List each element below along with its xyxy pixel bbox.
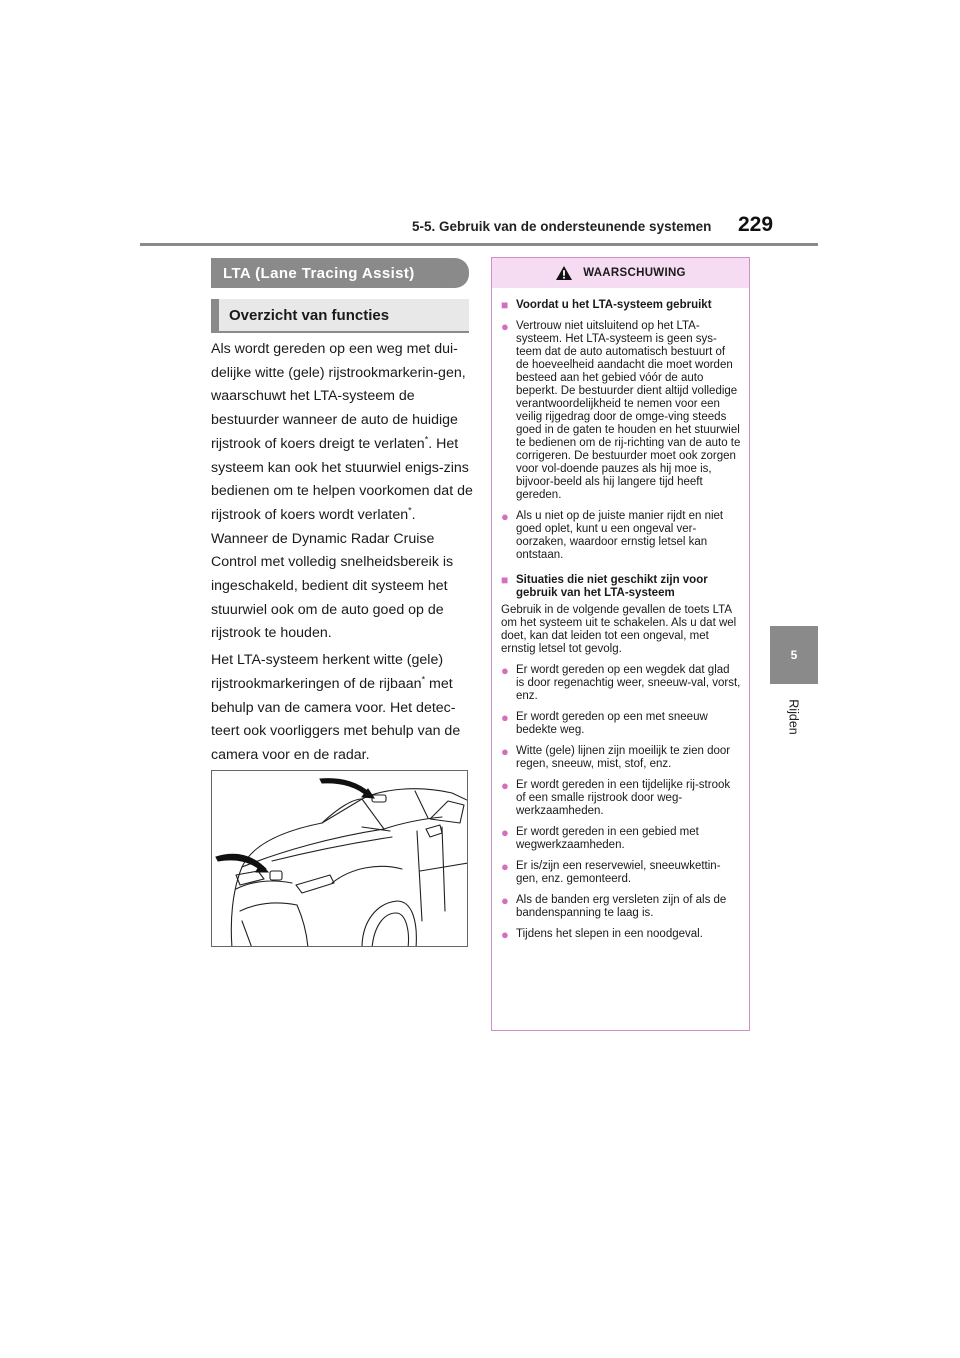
bullet-dot-icon: ● [501,509,509,524]
bullet-dot-icon: ● [501,710,509,725]
bullet-dot-icon: ● [501,893,509,908]
intro-text-1: Als wordt gereden op een weg met dui-delijke witte (gele) rijstrookmarkerin-gen, waarschuwt het LTA-systeem de bestuurder wanneer de auto de huidige rijstrook of koers dreigt te verlaten [211,341,466,452]
bullet-dot-icon: ● [501,663,509,678]
bullet-dot-icon: ● [501,859,509,874]
square-bullet-icon: ■ [501,298,509,312]
recognition-paragraph [211,649,473,768]
warning-bullet: ● Vertrouw niet uitsluitend op het LTA-systeem. Het LTA-systeem is geen sys-teem dat de auto automatisch bestuurt of de hoeveelheid aandacht die moet worden besteed aan het gebied vóór de auto beperkt. De bestuurder dient altijd volledige verantwoordelijkheid te nemen voor een veilig rijgedrag door de omge-ving steeds goed in de gaten te houden en het stuurwiel te bedienen om de rij-richting van de auto te corrigeren. De bestuurder moet ook zorgen voor vol-doende pauzes als hij moe is, bijvoor-beeld als hij langere tijd heeft gereden. [501,319,741,501]
intro-text-3: . Wanneer de Dynamic Radar Cruise Control met volledig snelheidsbereik is ingeschakeld, bedient dit systeem het stuurwiel ook om de auto goed op de rijstrook te houden. [211,506,454,642]
warning-bullet: ● Als u niet op de juiste manier rijdt en niet goed oplet, kunt u een ongeval ver-oorzaken, waardoor ernstig letsel kan ontstaan. [501,509,724,561]
chapter-label-text: Rijden [787,699,801,735]
car-illustration [211,770,468,947]
warning-bullet: ● Witte (gele) lijnen zijn moeilijk te zien door regen, sneeuw, mist, stof, enz. [501,744,731,770]
main-body [211,338,473,803]
bullet-dot-icon: ● [501,825,509,840]
warning-bullet: ● Er is/zijn een reservewiel, sneeuwkettin-gen, enz. gemonteerd. [501,859,721,885]
chapter-label [772,692,816,742]
page-number: 229 [738,213,774,236]
warning-header [492,258,749,288]
warning-bullet: ● Als de banden erg versleten zijn of als de bandenspanning te laag is. [501,893,727,919]
warning-bullet: ● Er wordt gereden op een met sneeuw bedekte weg. [501,710,708,736]
section-title: 5-5. Gebruik van de ondersteunende systemen [412,219,712,234]
warning-heading-unsuitable: ■ Situaties die niet geschikt zijn voor gebruik van het LTA-systeem [501,573,708,599]
warning-content [492,288,749,941]
intro-paragraph [211,338,473,646]
warning-title: WAARSCHUWING [583,267,686,279]
chapter-tab: 5 [770,626,818,684]
bullet-dot-icon: ● [501,744,509,759]
bullet-dot-icon: ● [501,927,509,942]
square-bullet-icon: ■ [501,573,509,587]
warning-bullet: ● Er wordt gereden op een wegdek dat glad is door regenachtig weer, sneeuw-val, vorst, enz. [501,663,741,702]
car-drawing [212,771,468,947]
warning-bullet: ● Er wordt gereden in een tijdelijke rij-strook of een smalle rijstrook door weg-werkzaamheden. [501,778,731,817]
overview-subheading: Overzicht van functies [211,299,469,333]
warning-triangle-icon [555,265,573,281]
footnote-ref: * [421,674,426,685]
footnote-ref: * [408,505,412,516]
bullet-dot-icon: ● [501,778,509,793]
footnote-ref: * [424,434,429,445]
warning-paragraph: Gebruik in de volgende gevallen de toets LTA om het systeem uit te schakelen. Als u dat wel doet, kan dat leiden tot een ongeval, met ernstig letsel tot gevolg. [501,604,737,655]
recognition-text-2: met behulp van de camera voor. Het detec-teert ook voorliggers met behulp van de camera voor en de radar. [211,675,461,763]
intro-text-2: . Het systeem kan ook het stuurwiel enigs-zins bedienen om te helpen voorkomen dat de rijstrook of koers wordt verlaten [211,435,473,523]
lta-heading: LTA (Lane Tracing Assist) [211,258,469,288]
recognition-text-1: Het LTA-systeem herkent witte (gele) rijstrookmarkeringen of de rijbaan [211,652,444,692]
warning-box [491,257,750,1031]
warning-bullet: ● Er wordt gereden in een gebied met wegwerkzaamheden. [501,825,699,851]
header-divider [140,243,818,246]
bullet-dot-icon: ● [501,319,509,334]
warning-bullet: ● Tijdens het slepen in een noodgeval. [501,927,703,942]
warning-heading-before-use: ■ Voordat u het LTA-systeem gebruikt [501,298,712,312]
